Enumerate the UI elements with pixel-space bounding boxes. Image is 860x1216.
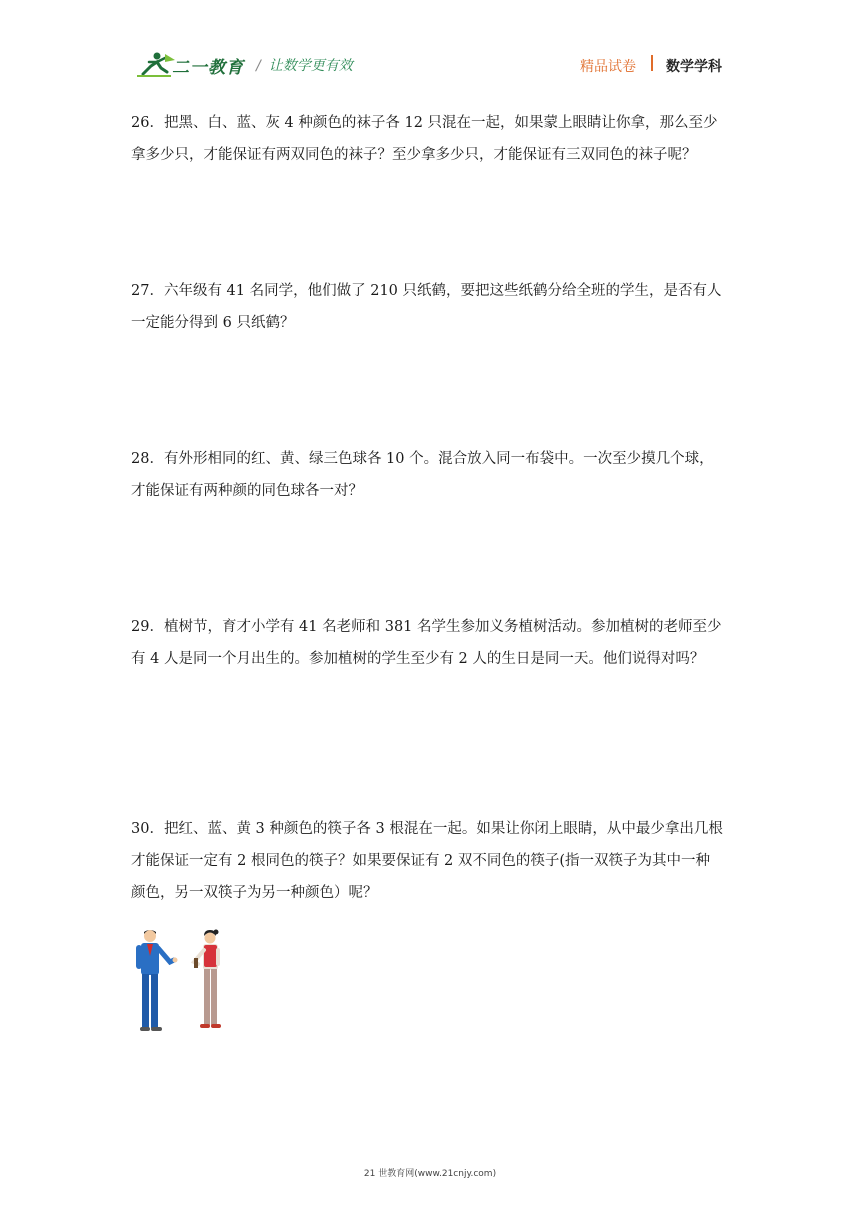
- question-line: 26．把黑、白、蓝、灰 4 种颜色的袜子各 12 只混在一起，如果蒙上眼睛让你拿，那么至少: [131, 115, 718, 131]
- question-line: 有 4 人是同一个月出生的。参加植树的学生至少有 2 人的生日是同一天。他们说得对吗？: [131, 651, 705, 667]
- question-27: [131, 275, 731, 339]
- page-header: [0, 0, 860, 90]
- tag-separator: [651, 55, 653, 71]
- tag-premium-exam: 精品试卷: [580, 59, 636, 75]
- question-28: [131, 443, 731, 507]
- slogan: / 让数学更有效: [256, 58, 353, 74]
- question-line: 拿多少只，才能保证有两双同色的袜子？至少拿多少只，才能保证有三双同色的袜子呢？: [131, 147, 697, 163]
- page-footer: 21 世教育网(www.21cnjy.com): [363, 1169, 497, 1179]
- question-line: 才能保证一定有 2 根同色的筷子？如果要保证有 2 双不同色的筷子(指一双筷子为其中一种: [131, 853, 711, 869]
- question-line: 才能保证有两种颜的同色球各一对？: [131, 483, 363, 499]
- question-line: 27．六年级有 41 名同学，他们做了 210 只纸鹤，要把这些纸鹤分给全班的学生，是否有人: [131, 283, 722, 299]
- question-line: 28．有外形相同的红、黄、绿三色球各 10 个。混合放入同一布袋中。一次至少摸几个球，: [131, 451, 714, 467]
- logo-text: 二一教育: [172, 58, 244, 78]
- question-29: [131, 611, 731, 675]
- question-line: 30．把红、蓝、黄 3 种颜色的筷子各 3 根混在一起。如果让你闭上眼睛，从中最少拿出几根: [131, 821, 723, 837]
- slogan-text: 让数学更有效: [268, 58, 353, 74]
- tag-subject: 数学学科: [666, 59, 722, 75]
- question-30: [131, 813, 731, 909]
- two-students-illustration: [132, 926, 232, 1038]
- question-line: 颜色，另一双筷子为另一种颜色）呢？: [131, 885, 378, 901]
- question-26: [131, 107, 731, 171]
- question-line: 29．植树节，育才小学有 41 名老师和 381 名学生参加义务植树活动。参加植树的老师至少: [131, 619, 722, 635]
- question-line: 一定能分得到 6 只纸鹤？: [131, 315, 295, 331]
